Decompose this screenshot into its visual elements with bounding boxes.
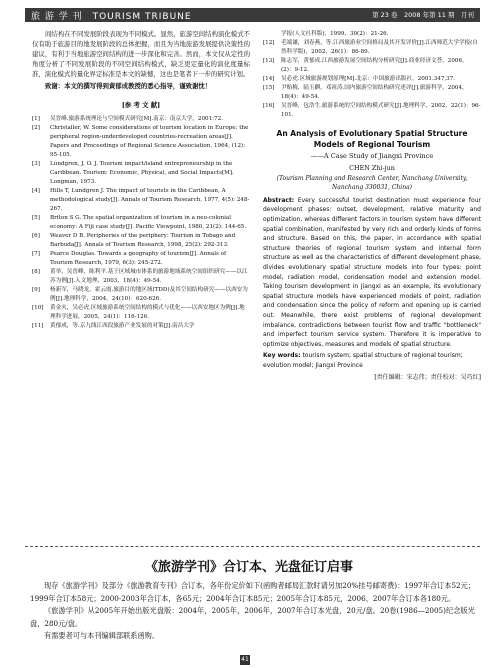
reference-text: 陈志军，黄郁成.江西旅游发展空间结构分析研究[J].商业经济文荟，2006，(2)：9-12. — [281, 58, 468, 73]
reference-text: Weaver D B. Peripheries of the periphery: Tourism in Tobago and Barbuda[J]. Annals of Tourism Research, 1998, 25(2): 292-313. — [50, 233, 236, 249]
body-paragraph: 间结构在不同发展阶段表现为不同模式。显然，旅游空间结构演化模式不仅有助于旅游目的地发展阶段的总体把握，而且为当地旅游发展提供决策性的建议，有利于当地旅游空间结构的进一步深化和完善。然而，本文仅从定性的角度分析了不同发展阶段的不同空间结构模式，缺乏更定量化的演化度量标准，演化模式的量化界定标准是本文的缺憾，这也是笔者下一步的研究计划。 — [32, 30, 250, 78]
reference-item — [32, 322, 250, 331]
reference-number: [3] — [32, 161, 40, 168]
reference-item — [32, 187, 250, 214]
ad-paragraph: 现存《旅游学刊》及部分《旅游教育专刊》合订本，各年份定价如下(函购者邮局汇款时请另加20%挂号邮寄费)：1997年合订本52元；1999年合订本58元；2000-2003年合订本，各65元；2004年合订本85元；2005年合订本85元，2006、2007年合订本各180元。 — [30, 581, 475, 603]
reference-number: [16] — [263, 103, 275, 109]
reference-item — [263, 75, 481, 84]
reference-item — [263, 57, 481, 75]
reference-item — [32, 124, 250, 160]
reference-text: 黄郁成，等.京九线江西段旅游产业发展的对策[J].南昌大学 — [50, 323, 195, 330]
reference-item — [32, 304, 250, 322]
reference-number: [8] — [32, 269, 40, 276]
english-subtitle: ——A Case Study of Jiangxi Province — [310, 152, 434, 160]
reference-number: [5] — [32, 215, 40, 222]
reference-number: [14] — [263, 76, 275, 82]
reference-text: 吴晋峰，包浩生.旅游系统的空间结构模式研究[J].地理科学，2002，22(1)：96-101. — [281, 103, 481, 118]
reference-text: 黄举，吴晋峰，陈利平.基于区域城市体系的旅游地域系统空间组织研究——以江苏为例[J].人文地理，2003，18(4)：49-54. — [50, 269, 248, 285]
journal-header — [25, 8, 480, 22]
reference-number — [263, 30, 281, 39]
abstract-text: Every successful tourist destination must experience four development phases: outset, development, relative maturity and optimization, whereas different factors in tourism system have different spatial combination, manifested by very rich and orderly kinds of forms and structure. Based on this, the paper, in accordance with spatial structure theories of regional tourism system and internal form structure as well as the characteristics of different development phase, divides evolutionary spatial structure models into four types: point model, radiation model, condensation model and extension model. Taking tourism development in Jiangxi as an example, its evolutionary spatial structure models have experienced models of point, radiation and condensation since the policy of reform and opening up is carried out. Meanwhile, there exist problems of regional development imbalance, contradictions between tourist flow and traffic "bottleneck" and imperfect tourism service system. Therefore it is imperative to optimize objectives, measures and models of spatial structure. — [263, 196, 481, 348]
abstract-label: Abstract: — [263, 196, 295, 204]
reference-item — [32, 250, 250, 268]
reference-text: 杨新军，马晓龙，霍云霞.旅游目的地区域(TDD)及其空间结构研究——以西安为例[J].地理科学，2004，24(10)：620-626. — [50, 287, 248, 303]
reference-text: Pearce Douglas. Towards a geography of tourism[J]. Annals of Tourism Research, 1979, 6(3): 245-272. — [50, 251, 227, 267]
reference-text: 吴晋峰.旅游系统理论与空间模式研究[M].南京：南京大学，2001:72. — [50, 116, 223, 123]
author-name: CHEN Zhi-jun — [349, 163, 395, 172]
keywords-label: Key words: — [263, 352, 301, 360]
references-list-left — [32, 115, 250, 331]
references-list-right — [263, 30, 481, 120]
ad-paragraph: 《旅游学刊》从2005年开始出版光盘版：2004年，2005年，2006年，2007年合订本光盘，20元/盘。20卷(1986—2005)纪念版光盘，280元/盘。 — [30, 606, 475, 628]
reference-text: Christaller, W. Some considerations of tourism location in Europe: the peripheral region-underdeveloped countries-recreation areas[J]. Papers and Proceedings of Regional Science Association, 1964, (12): 95-105. — [50, 125, 249, 159]
reference-number: [13] — [263, 58, 275, 64]
reference-item — [32, 115, 250, 124]
journal-name: 旅 游 学 刊 TOURISM TRIBUNE — [31, 12, 192, 22]
reference-number: [15] — [263, 85, 275, 91]
reference-text: 黄金火，吴必虎.区域旅游系统空间结构的模式与优化——以西安地区为例[J].地理科学进展，2005，24(1)：116-126. — [50, 305, 245, 321]
left-column — [32, 30, 250, 331]
reference-text: 学报(人文社科版)，1999，30(2)：21-26. — [281, 31, 389, 37]
reference-item — [263, 84, 481, 102]
keywords-text: tourism system; spatial structure of regional tourism; evolution model; Jiangxi Province — [263, 352, 463, 369]
reference-number: [9] — [32, 287, 40, 294]
ad-body — [30, 580, 475, 643]
section-divider — [25, 546, 480, 547]
reference-number: [2] — [32, 125, 40, 132]
reference-number: [12] — [263, 40, 275, 46]
reference-item — [32, 232, 250, 250]
references-heading: [参 考 文 献] — [121, 101, 161, 110]
reference-number: [10] — [32, 305, 44, 312]
reference-item — [32, 268, 250, 286]
reference-number: [4] — [32, 188, 40, 195]
reference-text: Briton S G. The spatial organization of tourism in a neo-colonial economy: A Fiji case study[J]. Pacific Viewpoint, 1980, 21(2): 144-65. — [50, 215, 247, 231]
reference-number: [1] — [32, 116, 40, 123]
reference-item — [263, 30, 481, 39]
page-number: 41 — [241, 656, 249, 663]
editor-credit: [责任编辑：宋志伟；责任校对：吴巧红] — [374, 373, 481, 381]
reference-number: [6] — [32, 233, 40, 240]
reference-item — [32, 286, 250, 304]
reference-item — [263, 39, 481, 57]
abstract — [263, 196, 481, 350]
reference-text: 尹贻梅，陆玉麒，邓祖涛.国内旅游空间结构研究述评[J].旅游科学，2004，18(4)：49-54. — [281, 85, 468, 100]
reference-item — [32, 214, 250, 232]
ad-title: 《旅游学刊》合订本、光盘征订启事 — [144, 560, 353, 575]
reference-number: [11] — [32, 323, 44, 330]
acknowledgement: 致谢：本文的撰写得到黄郁成教授的悉心指导，谨致谢忱！ — [45, 81, 212, 90]
issue-info: 第 23 卷 2008 年第 11 期 月刊 — [372, 11, 474, 19]
reference-text: 毛端谦，刘春燕，等.江西旅游业空间格局及其开发评价[J].江西师范大学学报(自然科学版)，2002，26(1)：86-89. — [281, 40, 478, 55]
reference-text: Hills T, Lundgren J. The impact of tourists in the Caribbean, A methodological study[J]. Annals of Tourism Research, 1977, 4(5): 248-267. — [50, 188, 250, 213]
reference-text: 吴必虎.区域旅游规划原理[M].北京：中国旅游出版社，2001.347,37. — [281, 76, 456, 82]
author-affiliation: (Tourism Planning and Research Center, Nanchang University, Nanchang 330031, China) — [276, 174, 468, 191]
reference-item — [263, 102, 481, 120]
ad-paragraph: 有需要者可与本刊编辑部联系函购。 — [44, 631, 160, 641]
reference-item — [32, 160, 250, 187]
english-title: An Analysis of Evolutionary Spatial Structure Models of Regional Tourism — [276, 129, 468, 149]
right-column — [263, 30, 481, 382]
reference-number: [7] — [32, 251, 40, 258]
reference-text: Lundgren, J. O. J. Tourism impact/island entrepreneurship in the Caribbean. Tourism: Economic, Physical, and Social Impacts[M]. Longman, 1973. — [50, 161, 234, 186]
keywords — [263, 351, 481, 370]
